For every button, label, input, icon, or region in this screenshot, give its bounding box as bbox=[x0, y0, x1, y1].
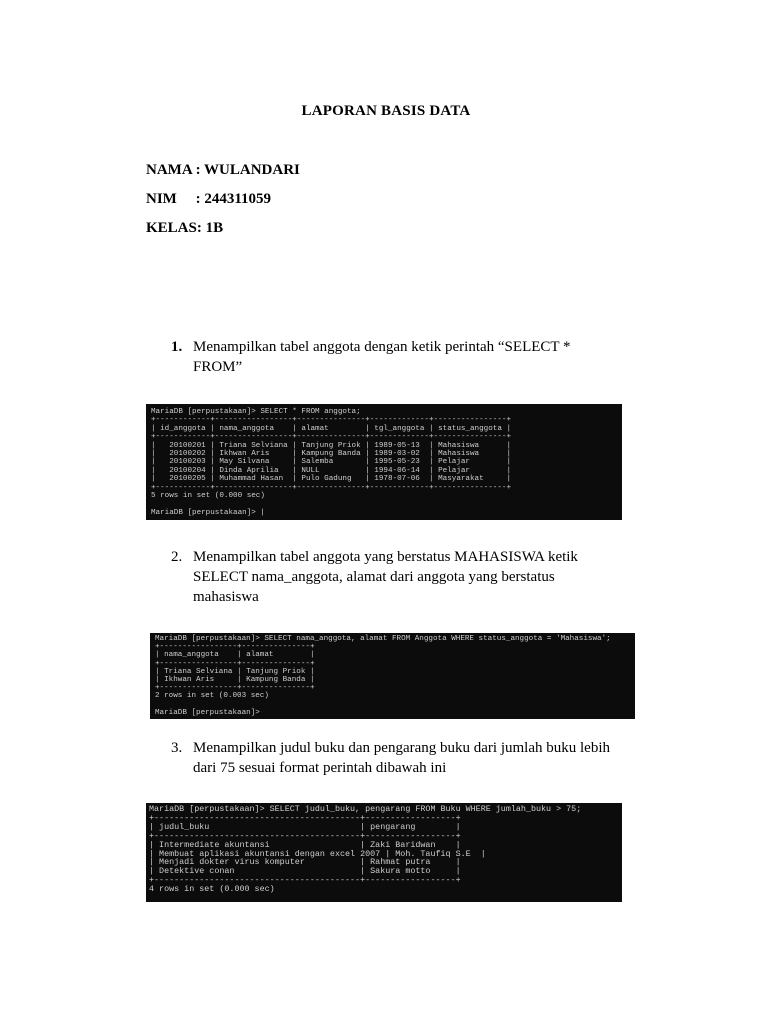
student-name: NAMA : WULANDARI bbox=[146, 162, 300, 178]
terminal-line: 2 rows in set (0.003 sec) bbox=[155, 692, 269, 701]
terminal-line: | Membuat aplikasi akuntansi dengan excel 2007 | Moh. Taufiq S.E | bbox=[149, 848, 486, 859]
item-text: Menampilkan judul buku dan pengarang buku dari jumlah buku lebih dari 75 sesuai format perintah dibawah ini bbox=[193, 740, 610, 776]
student-nim: NIM : 244311059 bbox=[146, 191, 271, 207]
terminal-line: | Triana Selviana | Tanjung Priok | bbox=[155, 667, 315, 676]
item-text: Menampilkan tabel anggota yang berstatus MAHASISWA ketik SELECT nama_anggota, alamat dari anggota yang berstatus mahasiswa bbox=[193, 549, 578, 605]
terminal-line: +-----------------+---------------+ bbox=[155, 659, 315, 668]
terminal-line: MariaDB [perpustakaan]> SELECT nama_anggota, alamat FROM Anggota WHERE status_anggota = 'Mahasiswa'; bbox=[155, 635, 611, 643]
item-number: 3. bbox=[171, 740, 183, 756]
terminal-line: MariaDB [perpustakaan]> SELECT judul_buku, pengarang FROM Buku WHERE jumlah_buku > 75; bbox=[149, 804, 582, 814]
terminal-line: | id_anggota | nama_anggota | alamat | tgl_anggota | status_anggota | bbox=[151, 424, 512, 433]
terminal-screenshot-select-buku bbox=[146, 803, 622, 902]
list-item-3 bbox=[171, 738, 611, 778]
terminal-line: +-----------------------------------------+------------------+ bbox=[149, 830, 461, 841]
terminal-line: +-----------------------------------------+------------------+ bbox=[149, 875, 461, 886]
terminal-line: | Detektive conan | Sakura motto | bbox=[149, 866, 461, 877]
list-item-1 bbox=[171, 337, 611, 377]
terminal-line bbox=[151, 500, 622, 508]
terminal-line: MariaDB [perpustakaan]> | bbox=[151, 508, 265, 517]
terminal-line: | nama_anggota | alamat | bbox=[155, 651, 315, 660]
item-number: 2. bbox=[171, 549, 183, 565]
document-title: LAPORAN BASIS DATA bbox=[301, 103, 471, 119]
terminal-line: | 20100205 | Muhammad Hasan | Pulo Gadung | 1978-07-06 | Masyarakat | bbox=[151, 475, 512, 484]
terminal-line: | 20100203 | May Silvana | Salemba | 1995-05-23 | Pelajar | bbox=[151, 458, 512, 467]
terminal-line: 5 rows in set (0.000 sec) bbox=[151, 492, 265, 501]
terminal-line: MariaDB [perpustakaan]> bbox=[155, 708, 260, 717]
terminal-screenshot-select-all bbox=[146, 404, 622, 520]
terminal-screenshot-select-mahasiswa bbox=[150, 633, 635, 719]
terminal-line: +-----------------------------------------+------------------+ bbox=[149, 812, 461, 823]
item-text: Menampilkan tabel anggota dengan ketik perintah “SELECT * FROM” bbox=[193, 339, 571, 375]
terminal-line: | 20100204 | Dinda Aprilia | NULL | 1994-06-14 | Pelajar | bbox=[151, 466, 512, 475]
student-class: KELAS: 1B bbox=[146, 220, 224, 236]
list-item-2 bbox=[171, 547, 611, 607]
terminal-line: +------------+-----------------+---------------+-------------+----------------+ bbox=[151, 416, 512, 425]
terminal-line: | judul_buku | pengarang | bbox=[149, 821, 461, 832]
terminal-line: +-----------------+---------------+ bbox=[155, 684, 315, 693]
item-number: 1. bbox=[171, 339, 183, 355]
terminal-line: +------------+-----------------+---------------+-------------+----------------+ bbox=[151, 483, 512, 492]
terminal-line: MariaDB [perpustakaan]> SELECT * FROM anggota; bbox=[151, 408, 361, 416]
terminal-line: | Intermediate akuntansi | Zaki Baridwan | bbox=[149, 839, 461, 850]
terminal-line: | Ikhwan Aris | Kampung Banda | bbox=[155, 676, 315, 685]
terminal-line: +------------+-----------------+---------------+-------------+----------------+ bbox=[151, 433, 512, 442]
terminal-line: 4 rows in set (0.000 sec) bbox=[149, 884, 275, 895]
terminal-line: | Menjadi dokter virus komputer | Rahmat putra | bbox=[149, 857, 461, 868]
terminal-line: | 20100202 | Ikhwan Aris | Kampung Banda | 1989-03-02 | Mahasiswa | bbox=[151, 450, 512, 459]
terminal-line bbox=[155, 701, 635, 709]
terminal-line: +-----------------+---------------+ bbox=[155, 643, 315, 652]
terminal-line: | 20100201 | Triana Selviana | Tanjung Priok | 1989-05-13 | Mahasiswa | bbox=[151, 441, 512, 450]
